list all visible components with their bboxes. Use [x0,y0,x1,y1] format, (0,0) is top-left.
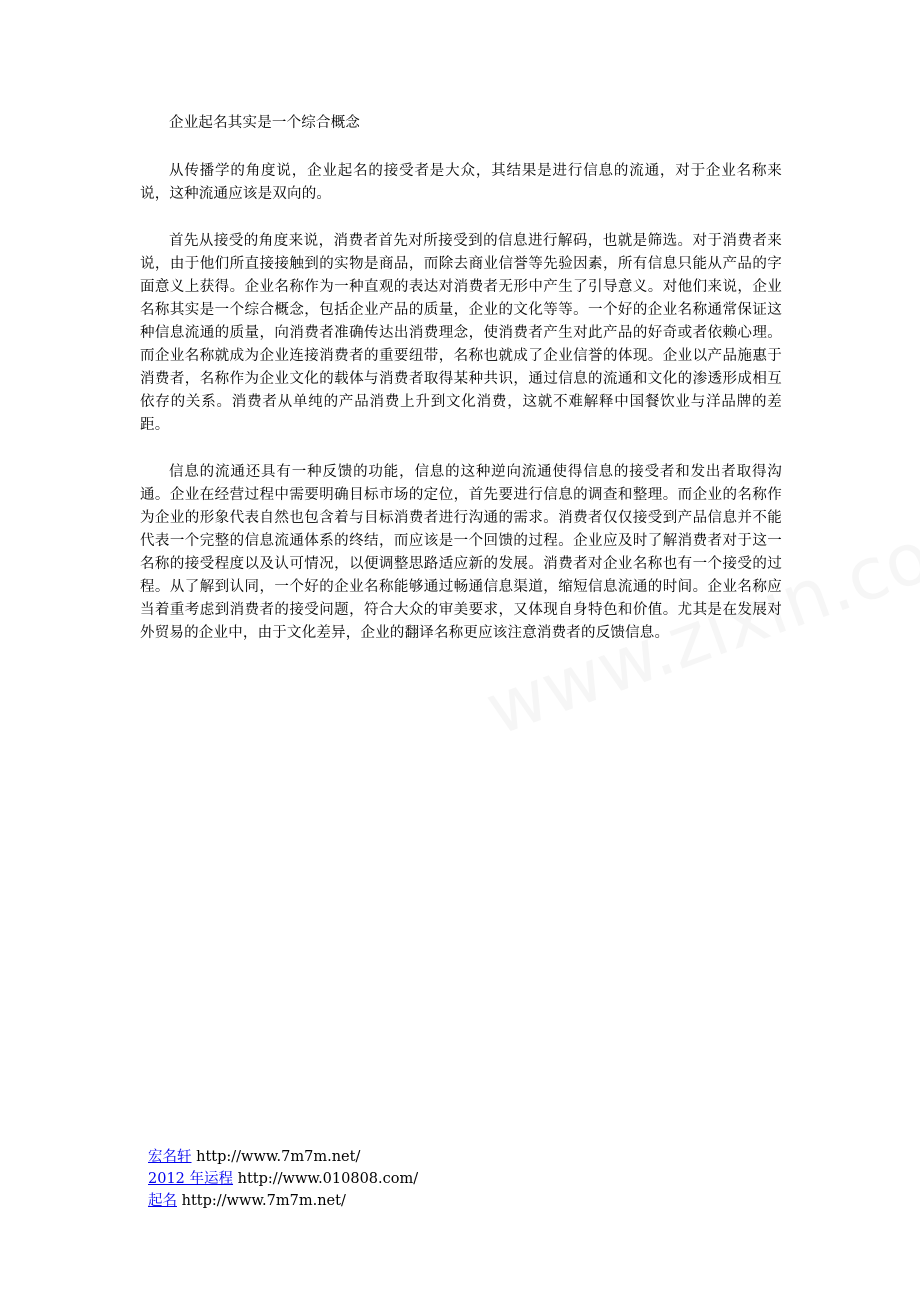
link-url-text: http://www.7m7m.net/ [196,1149,361,1165]
footer-link-row [148,1146,418,1168]
document-body [140,112,782,645]
link-2012-yuncheng[interactable]: 2012 年运程 [148,1171,234,1187]
footer-links [148,1146,418,1212]
paragraph-1: 从传播学的角度说，企业起名的接受者是大众，其结果是进行信息的流通，对于企业名称来说，这种流通应该是双向的。 [140,163,782,202]
link-url-text: http://www.010808.com/ [237,1171,419,1187]
link-qiming[interactable]: 起名 [148,1193,177,1209]
link-url-text: http://www.7m7m.net/ [181,1193,346,1209]
paragraph-2: 首先从接受的角度来说，消费者首先对所接受到的信息进行解码，也就是筛选。对于消费者来说，由于他们所直接接触到的实物是商品，而除去商业信誉等先验因素，所有信息只能从产品的字面意义上获得。企业名称作为一种直观的表达对消费者无形中产生了引导意义。对他们来说，企业名称其实是一个综合概念，包括企业产品的质量，企业的文化等等。一个好的企业名称通常保证这种信息流通的质量，向消费者准确传达出消费理念，使消费者产生对此产品的好奇或者依赖心理。而企业名称就成为企业连接消费者的重要纽带，名称也就成了企业信誉的体现。企业以产品施惠于消费者，名称作为企业文化的载体与消费者取得某种共识，通过信息的流通和文化的渗透形成相互依存的关系。消费者从单纯的产品消费上升到文化消费，这就不难解释中国餐饮业与洋品牌的差距。 [140,233,782,433]
document-title: 企业起名其实是一个综合概念 [169,115,361,131]
footer-link-row [148,1190,418,1212]
footer-link-row [148,1168,418,1190]
link-honmingxuan[interactable]: 宏名轩 [148,1149,192,1165]
paragraph-3: 信息的流通还具有一种反馈的功能，信息的这种逆向流通使得信息的接受者和发出者取得沟通。企业在经营过程中需要明确目标市场的定位，首先要进行信息的调查和整理。而企业的名称作为企业的形象代表自然也包含着与目标消费者进行沟通的需求。消费者仅仅接受到产品信息并不能代表一个完整的信息流通体系的终结，而应该是一个回馈的过程。企业应及时了解消费者对于这一名称的接受程度以及认可情况，以便调整思路适应新的发展。消费者对企业名称也有一个接受的过程。从了解到认同，一个好的企业名称能够通过畅通信息渠道，缩短信息流通的时间。企业名称应当着重考虑到消费者的接受问题，符合大众的审美要求，又体现自身特色和价值。尤其是在发展对外贸易的企业中，由于文化差异，企业的翻译名称更应该注意消费者的反馈信息。 [140,464,782,641]
